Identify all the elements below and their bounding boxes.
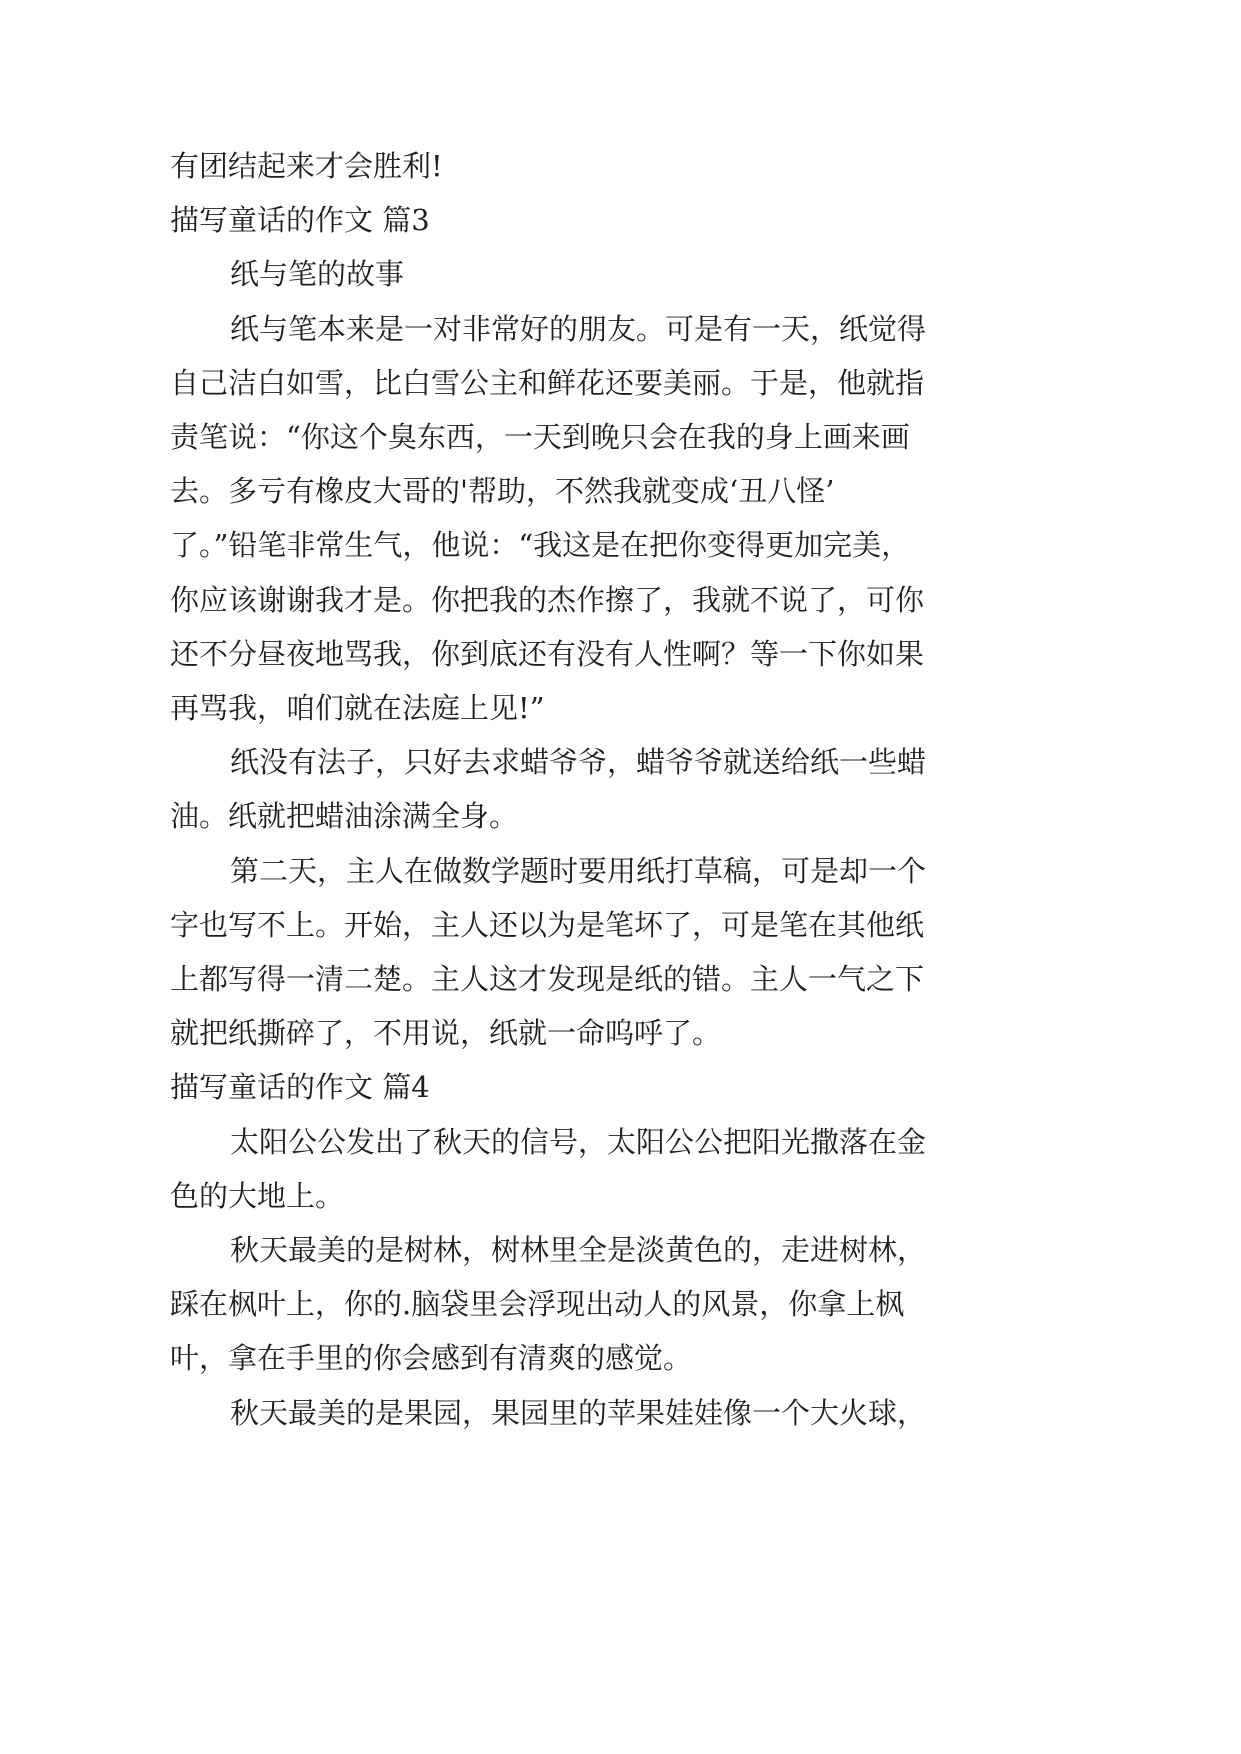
text-line: 太阳公公发出了秋天的信号，太阳公公把阳光撒落在金: [230, 1125, 927, 1159]
text-line: 字也写不上。开始，主人还以为是笔坏了，可是笔在其他纸: [170, 908, 925, 942]
text-line: 有团结起来才会胜利!: [170, 149, 443, 183]
text-line: 油。纸就把蜡油涂满全身。: [170, 799, 519, 833]
text-line: 上都写得一清二楚。主人这才发现是纸的错。主人一气之下: [170, 962, 925, 996]
text-line: 了。”铅笔非常生气，他说：“我这是在把你变得更加完美，: [170, 528, 911, 562]
text-line: 纸没有法子，只好去求蜡爷爷，蜡爷爷就送给纸一些蜡: [230, 745, 927, 779]
text-line: 去。多亏有橡皮大哥的'帮助，不然我就变成‘丑八怪’: [170, 474, 835, 508]
story-title: 纸与笔的故事: [230, 257, 405, 291]
text-line: 叶，拿在手里的你会感到有清爽的感觉。: [170, 1341, 693, 1375]
text-line: 就把纸撕碎了，不用说，纸就一命呜呼了。: [170, 1016, 722, 1050]
text-line: 纸与笔本来是一对非常好的朋友。可是有一天，纸觉得: [230, 312, 927, 346]
text-line: 再骂我，咱们就在法庭上见!”: [170, 691, 545, 725]
text-line: 责笔说：“你这个臭东西，一天到晚只会在我的身上画来画: [170, 420, 910, 454]
section-heading: 描写童话的作文 篇4: [170, 1070, 430, 1104]
text-line: 秋天最美的是果园，果园里的苹果娃娃像一个大火球，: [230, 1396, 927, 1430]
text-line: 踩在枫叶上，你的.脑袋里会浮现出动人的风景，你拿上枫: [170, 1287, 905, 1321]
text-line: 你应该谢谢我才是。你把我的杰作擦了，我就不说了，可你: [170, 583, 925, 617]
text-line: 色的大地上。: [170, 1179, 345, 1213]
text-line: 自己洁白如雪，比白雪公主和鲜花还要美丽。于是，他就指: [170, 366, 925, 400]
text-line: 秋天最美的是树林，树林里全是淡黄色的，走进树林，: [230, 1233, 927, 1267]
text-line: 还不分昼夜地骂我，你到底还有没有人性啊？等一下你如果: [170, 637, 925, 671]
section-heading: 描写童话的作文 篇3: [170, 203, 430, 237]
text-line: 第二天，主人在做数学题时要用纸打草稿，可是却一个: [230, 854, 927, 888]
